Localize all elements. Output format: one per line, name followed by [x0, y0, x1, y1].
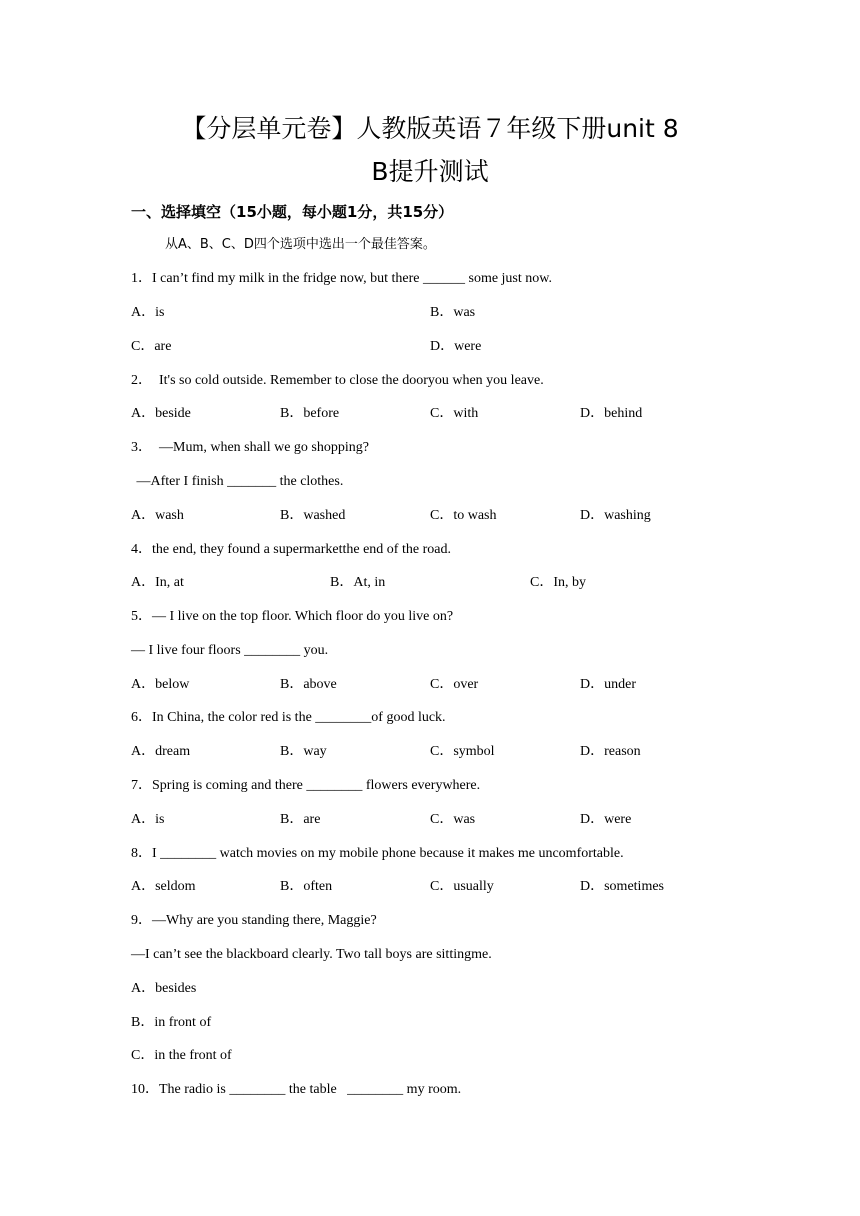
option-b: B．At, in — [330, 575, 386, 590]
document-title-line-1: 【分层单元卷】人教版英语７年级下册unit 8 — [181, 114, 679, 143]
question-stem: 2． It's so cold outside. Remember to close the dooryou when you leave. — [131, 373, 544, 388]
question-stem: 6．In China, the color red is the ________of good luck. — [131, 710, 446, 725]
option-a: A．seldom — [131, 879, 196, 894]
option-b: B．are — [280, 812, 321, 827]
option-c: C．In, by — [530, 575, 586, 590]
option-c: C．was — [430, 812, 476, 827]
option-d: D．were — [430, 339, 482, 354]
question-stem: 4．the end, they found a supermarketthe end of the road. — [131, 542, 451, 557]
option-b: B．way — [280, 744, 327, 759]
option-a: A．dream — [131, 744, 191, 759]
option-c: C．in the front of — [131, 1048, 232, 1063]
option-d: D．were — [580, 812, 632, 827]
option-d: D．behind — [580, 406, 643, 421]
question-stem: 3． —Mum, when shall we go shopping? — [131, 440, 369, 455]
question-stem-continued: —I can’t see the blackboard clearly. Two tall boys are sittingme. — [131, 947, 492, 962]
option-a: A．beside — [131, 406, 191, 421]
section-heading: 一、选择填空（15小题，每小题1分，共15分） — [131, 203, 454, 221]
option-b: B．before — [280, 406, 340, 421]
option-d: D．washing — [580, 508, 651, 523]
option-a: A．besides — [131, 981, 197, 996]
option-b: B．in front of — [131, 1015, 212, 1030]
option-a: A．below — [131, 677, 190, 692]
option-c: C．usually — [430, 879, 494, 894]
option-c: C．to wash — [430, 508, 497, 523]
option-d: D．under — [580, 677, 636, 692]
option-c: C．symbol — [430, 744, 495, 759]
option-c: C．over — [430, 677, 479, 692]
option-a: A．is — [131, 812, 165, 827]
question-stem: 1．I can’t find my milk in the fridge now, but there ______ some just now. — [131, 271, 552, 286]
question-stem: 5．— I live on the top floor. Which floor do you live on? — [131, 609, 454, 624]
option-a: A．wash — [131, 508, 184, 523]
option-b: B．above — [280, 677, 337, 692]
option-b: B．washed — [280, 508, 346, 523]
question-stem: 9．—Why are you standing there, Maggie? — [131, 913, 377, 928]
question-stem-continued: —After I finish _______ the clothes. — [133, 474, 344, 489]
section-instruction: 从A、B、C、D四个选项中选出一个最佳答案。 — [165, 237, 436, 252]
document-title-line-2: B提升测试 — [371, 157, 489, 186]
question-stem-continued: — I live four floors ________ you. — [131, 643, 329, 658]
option-a: A．is — [131, 305, 165, 320]
option-a: A．In, at — [131, 575, 184, 590]
question-stem: 8．I ________ watch movies on my mobile phone because it makes me uncomfortable. — [131, 846, 624, 861]
option-d: D．sometimes — [580, 879, 664, 894]
option-c: C．with — [430, 406, 479, 421]
question-stem: 10．The radio is ________ the table ________ my room. — [131, 1082, 462, 1097]
option-b: B．often — [280, 879, 333, 894]
option-b: B．was — [430, 305, 476, 320]
question-stem: 7．Spring is coming and there ________ flowers everywhere. — [131, 778, 481, 793]
option-c: C．are — [131, 339, 172, 354]
option-d: D．reason — [580, 744, 641, 759]
